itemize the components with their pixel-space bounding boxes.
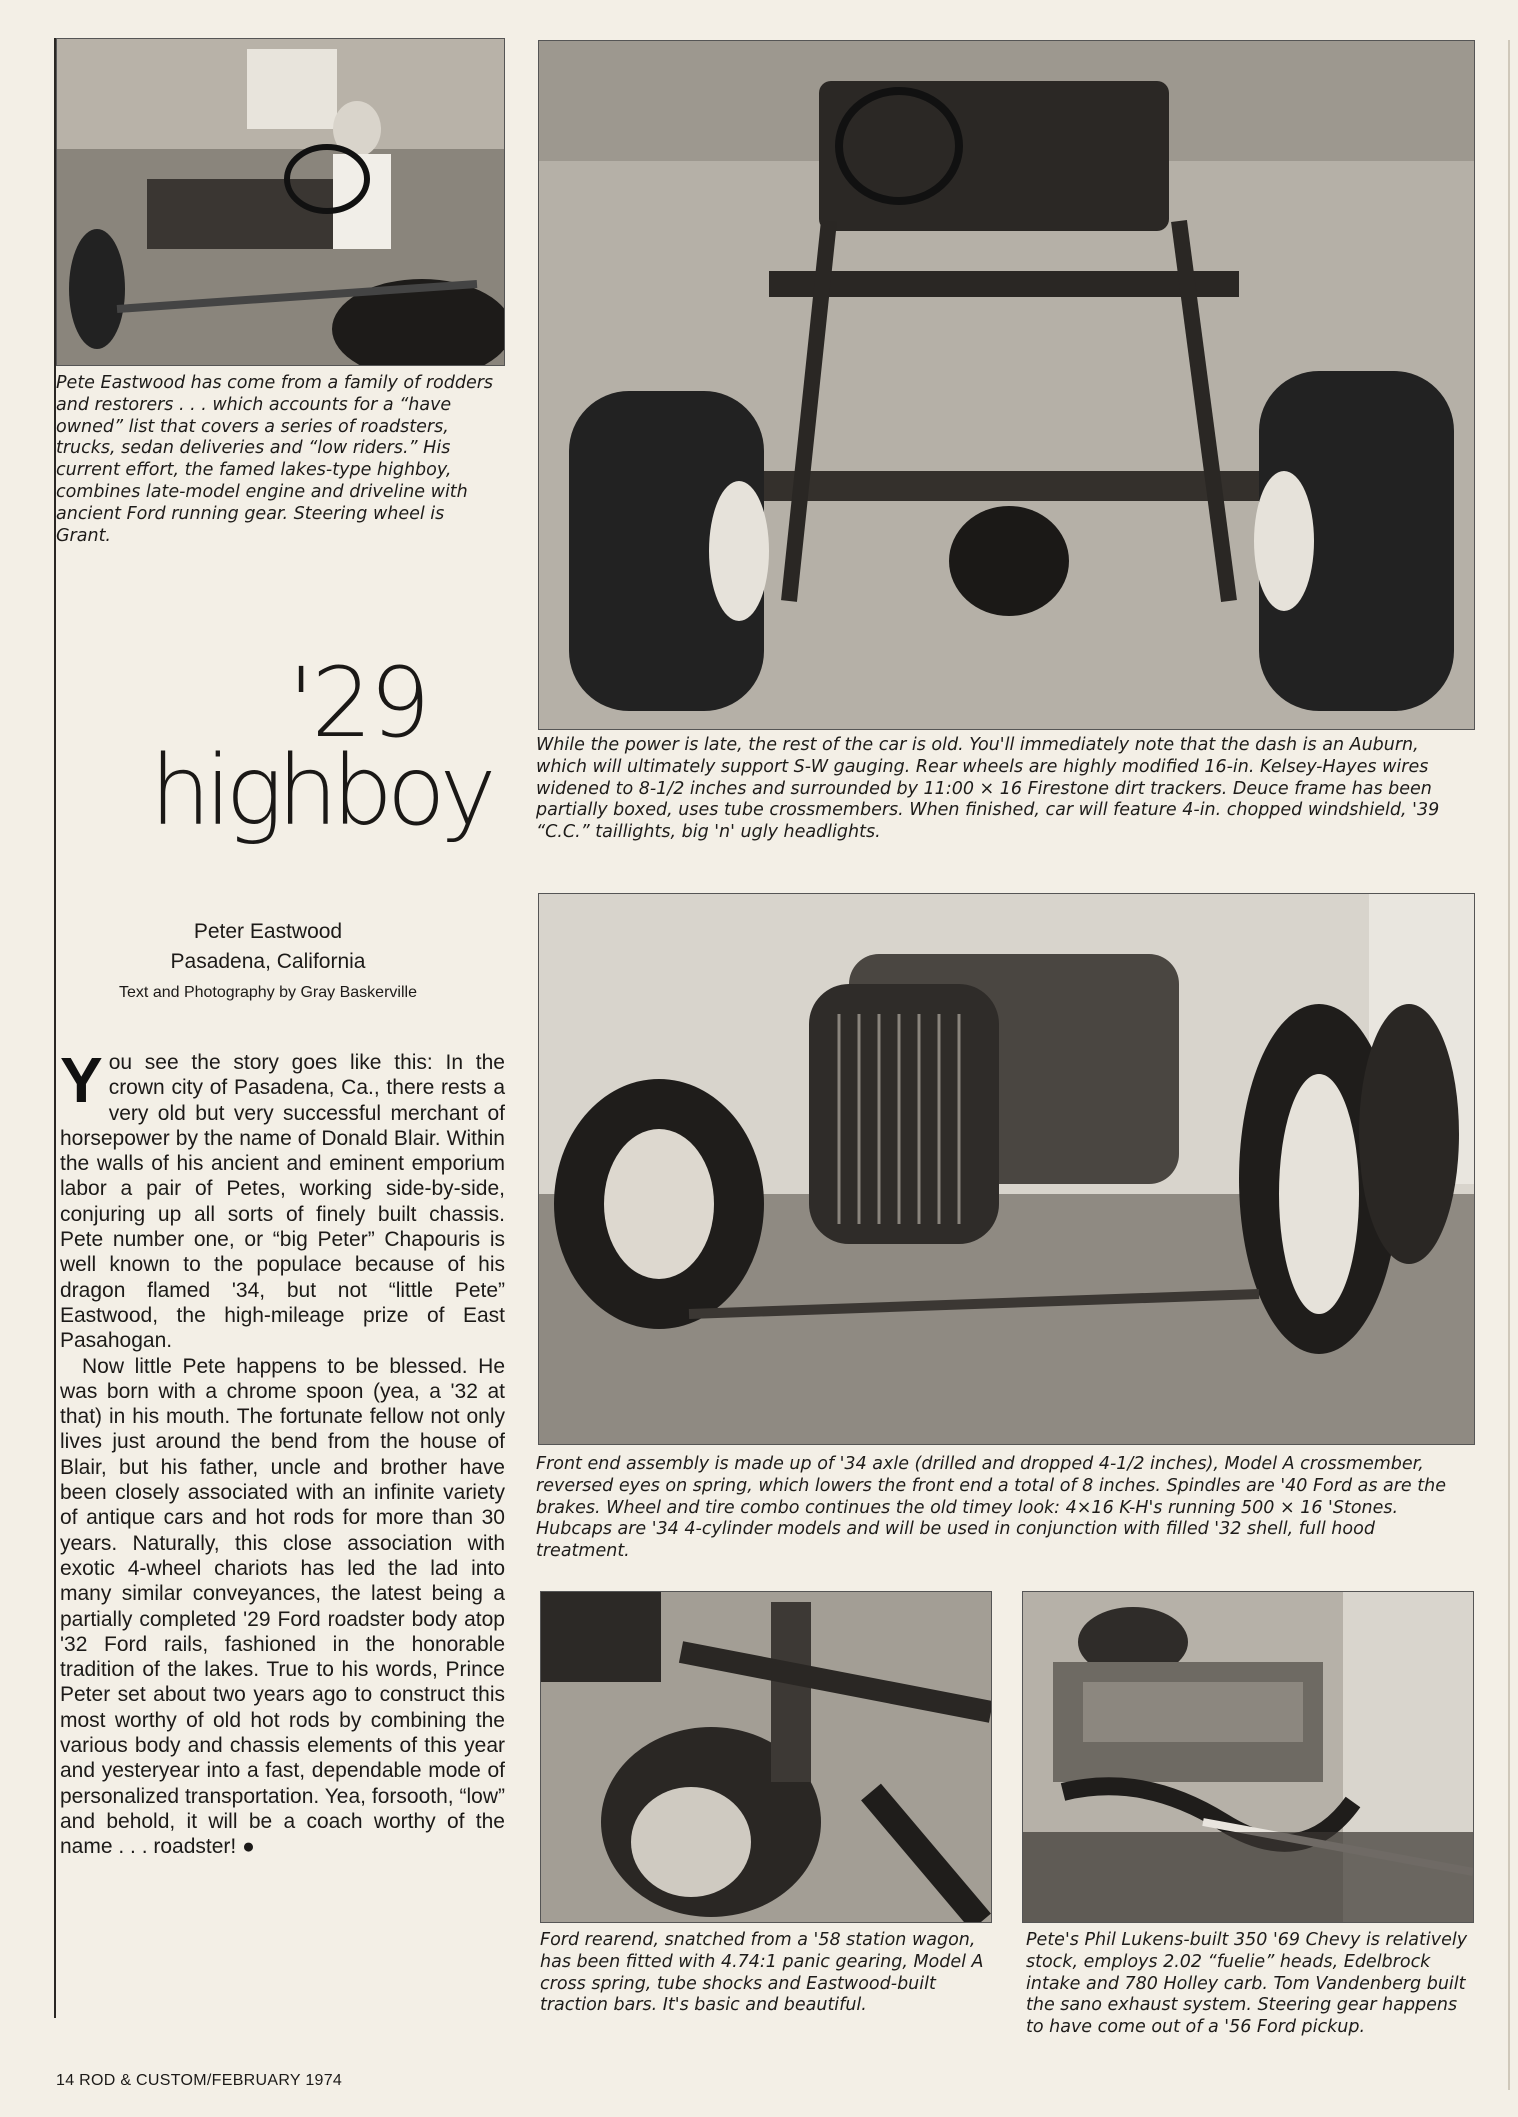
caption-chassis-photo: While the power is late, the rest of the car is old. You'll immediately note that the dash is an Auburn, which will ultimately support S-W gauging. Rear wheels are highly modified 16-in. Kelsey-Hayes wires widened to 8-1/2 inches and surrounded by 11:00 × 16 Firestone dirt trackers. Deuce frame has been partially boxed, uses tube crossmembers. When finished, car will feature 4-in. chopped windshield, '39 “C.C.” taillights, big 'n' ugly headlights. <box>536 735 1440 843</box>
author-credit: Text and Photography by Gray Baskerville <box>119 984 417 1001</box>
owner-location: Pasadena, California <box>170 950 366 973</box>
caption-engine-photo: Pete's Phil Lukens-built 350 '69 Chevy is relatively stock, employs 2.02 “fuelie” heads, Edelbrock intake and 780 Holley carb. Tom Vandenberg built the sano exhaust system. Steering gear happens to have come out of a '56 Ford pickup. <box>1026 1930 1468 2038</box>
page-footer: 14 ROD & CUSTOM/FEBRUARY 1974 <box>56 2072 343 2089</box>
right-page-edge <box>1508 40 1510 2090</box>
drop-cap: Y <box>60 1044 103 1116</box>
title-word: highboy <box>150 735 491 847</box>
photo-front-end <box>538 893 1475 1445</box>
caption-owner-photo: Pete Eastwood has come from a family of rodders and restorers . . . which accounts for a “have owned” list that covers a series of roadsters, trucks, sedan deliveries and “low riders.” His current effort, the famed lakes-type highboy, combines late-model engine and driveline with ancient Ford running gear. Steering wheel is Grant. <box>56 373 494 546</box>
photo-chassis-illustration <box>539 41 1474 729</box>
owner-name: Peter Eastwood <box>193 920 343 943</box>
paragraph-2: Now little Pete happens to be blessed. He was born with a chrome spoon (yea, a '32 at that) in his mouth. The fortunate fellow not only lives just around the bend from the house of Blair, but his father, uncle and brother have been closely associated with an infinite variety of antique cars and hot rods for more than 30 years. Naturally, this close association with exotic 4-wheel chariots has led the lad into many similar conveyances, the latest being a partially completed '29 Ford roadster body atop '32 Ford rails, fashioned in the honorable tradition of the lakes. True to his words, Prince Peter set about two years ago to construct this most worthy of old hot rods by combining the various body and chassis elements of this year and yesteryear into a fast, dependable mode of personalized transportation. Yea, forsooth, “low” and behold, it will be a coach worthy of the name . . . roadster! ● <box>60 1354 505 1859</box>
photo-rearend-illustration <box>541 1592 991 1922</box>
photo-front-illustration <box>539 894 1474 1444</box>
photo-engine-illustration <box>1023 1592 1473 1922</box>
article-title <box>150 647 491 885</box>
photo-rearend <box>540 1591 992 1923</box>
photo-owner-illustration <box>57 39 504 365</box>
paragraph-1-text: ou see the story goes like this: In the crown city of Pasadena, Ca., there rests a very old but very successful merchant of horsepower by the name of Donald Blair. Within the walls of his ancient and eminent emporium labor a pair of Petes, working side-by-side, conjuring up all sorts of finely built chassis. Pete number one, or “big Peter” Chapouris is well known to the populace because of his dragon flamed '34, but not “little Pete” Eastwood, the high-mileage prize of East Pasahogan. <box>60 1051 505 1353</box>
caption-front-end-photo: Front end assembly is made up of '34 axle (drilled and dropped 4-1/2 inches), Model A crossmember, reversed eyes on spring, which lowers the front end a total of 8 inches. Spindles are '40 Ford as are the brakes. Wheel and tire combo continues the old timey look: 4×16 K-H's running 500 × 16 'Stones. Hubcaps are '34 4-cylinder models and will be used in conjunction with filled '32 shell, full hood treatment. <box>536 1454 1446 1562</box>
title-year: '29 <box>288 647 428 759</box>
photo-chassis-rear <box>538 40 1475 730</box>
photo-owner-in-car <box>56 38 505 366</box>
caption-rearend-photo: Ford rearend, snatched from a '58 station wagon, has been fitted with 4.74:1 panic gearing, Model A cross spring, tube shocks and Eastwood-built traction bars. It's basic and beautiful. <box>540 1930 984 2016</box>
paragraph-1 <box>60 1044 505 1354</box>
photo-engine <box>1022 1591 1474 1923</box>
article-body <box>60 1044 505 1860</box>
